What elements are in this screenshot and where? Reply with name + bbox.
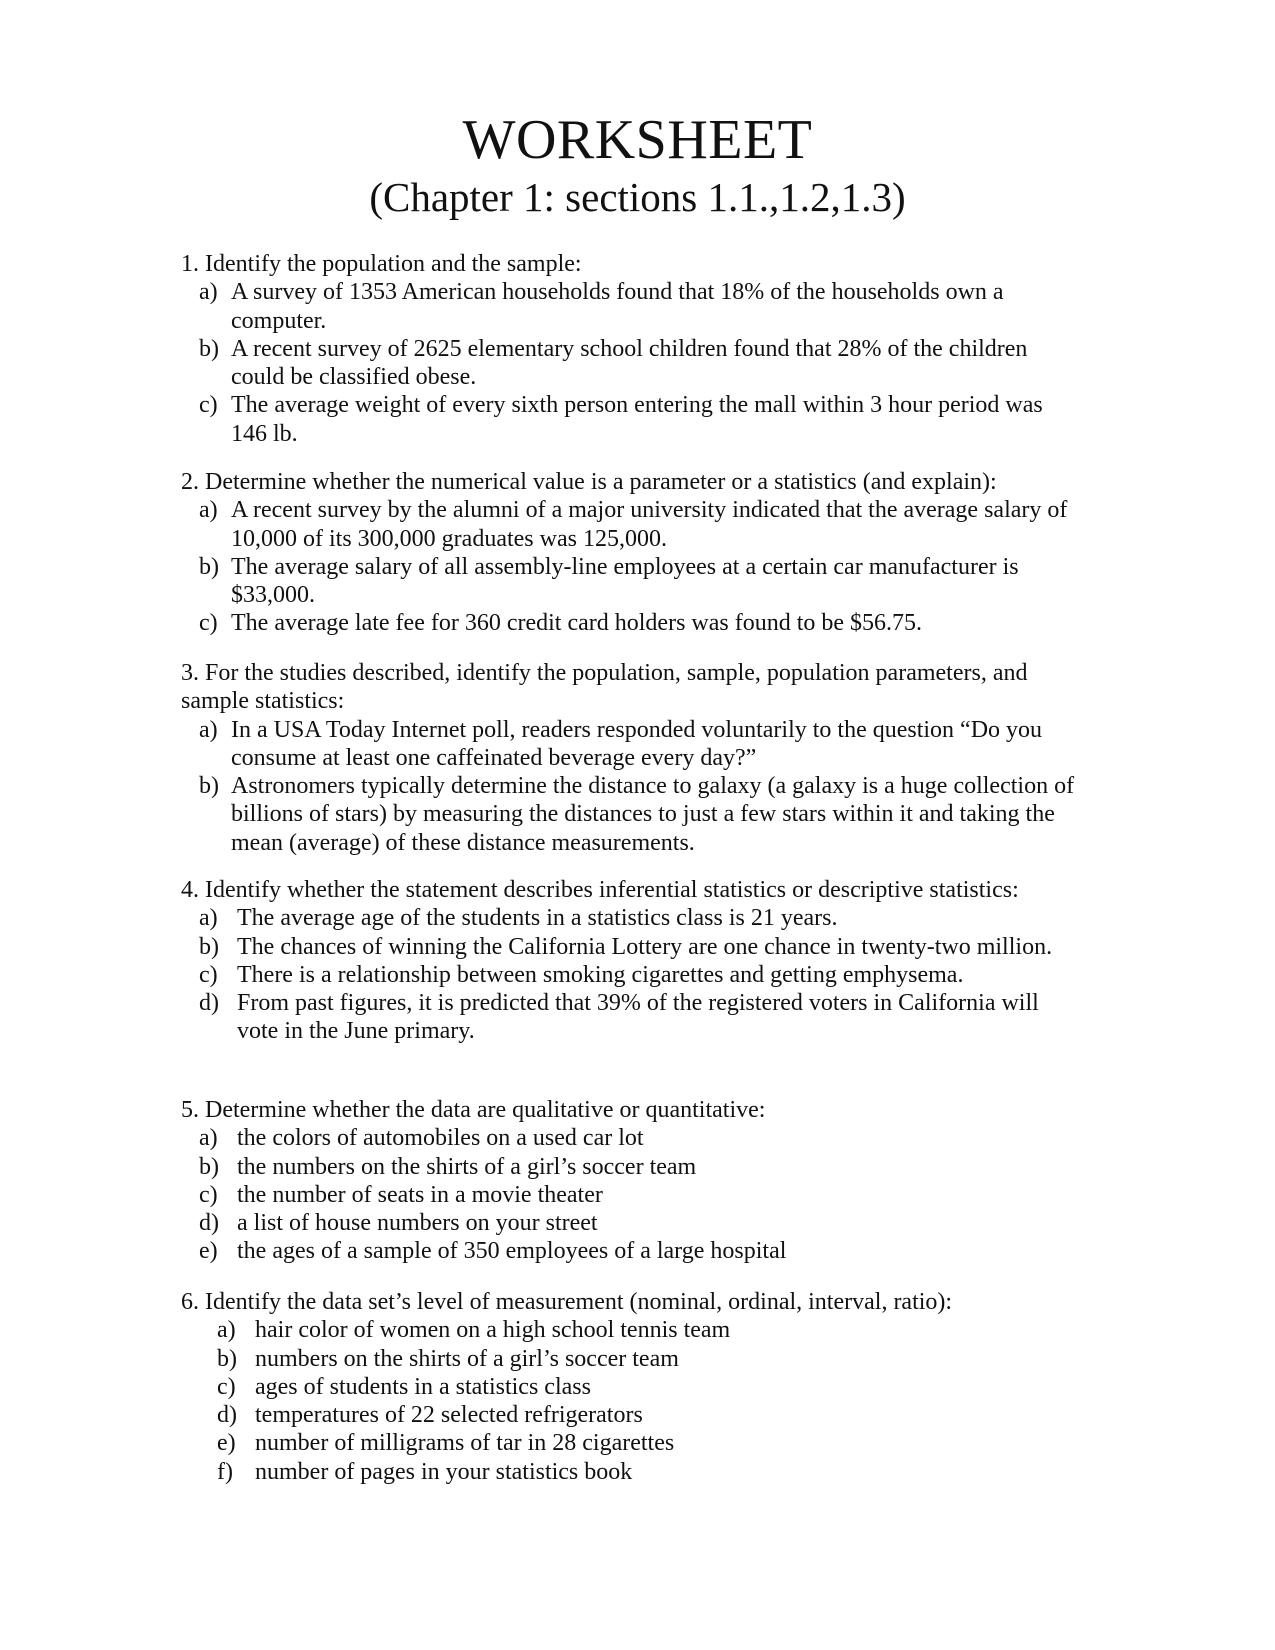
item-text: In a USA Today Internet poll, readers responded voluntarily to the question “Do you consume at least one caffeinated beverage every day?” (231, 716, 1043, 771)
item-text: From past figures, it is predicted that 39% of the registered voters in California will vote in the June primary. (237, 990, 1039, 1045)
item-label: e) (217, 1430, 236, 1457)
question-6 (181, 1288, 1081, 1486)
item-label: a) (199, 716, 218, 743)
item-label: b) (199, 773, 219, 800)
question-prompt: 2. Determine whether the numerical value is a parameter or a statistics (and explain): (181, 469, 997, 495)
question-items (181, 716, 1081, 857)
item-text: A recent survey of 2625 elementary school children found that 28% of the children could be classified obese. (231, 335, 1028, 391)
item-label: c) (217, 1373, 236, 1400)
item-label: b) (199, 553, 219, 580)
item-label: b) (199, 335, 219, 362)
item-label: a) (199, 497, 218, 524)
item-text: the numbers on the shirts of a girl’s soccer team (237, 1153, 697, 1180)
list-item (181, 1345, 1081, 1373)
item-label: d) (217, 1402, 237, 1429)
question-2 (181, 468, 1081, 638)
question-items (181, 278, 1081, 448)
question-prompt: 4. Identify whether the statement describes inferential statistics or descriptive statistics: (181, 877, 1019, 903)
list-item (181, 609, 1081, 637)
item-label: e) (199, 1238, 218, 1265)
item-text: a list of house numbers on your street (237, 1210, 598, 1237)
list-item (181, 772, 1081, 857)
list-item (181, 1373, 1081, 1401)
item-text: Astronomers typically determine the distance to galaxy (a galaxy is a huge collection of billions of stars) by measuring the distances to just a few stars within it and taking the mean (average) of these distance measurements. (231, 773, 1075, 856)
list-item (181, 553, 1081, 610)
item-text: number of pages in your statistics book (255, 1458, 633, 1485)
item-text: the colors of automobiles on a used car lot (237, 1125, 644, 1152)
list-item (181, 1124, 1081, 1152)
question-prompt: 1. Identify the population and the sample: (181, 251, 582, 277)
question-prompt: 5. Determine whether the data are qualitative or quantitative: (181, 1097, 766, 1123)
item-label: b) (199, 933, 219, 960)
item-text: the ages of a sample of 350 employees of a large hospital (237, 1238, 787, 1265)
question-5 (181, 1096, 1081, 1266)
list-item (181, 1153, 1081, 1181)
list-item (181, 1316, 1081, 1344)
item-text: A recent survey by the alumni of a major university indicated that the average salary of 10,000 of its 300,000 graduates was 125,000. (231, 497, 1068, 552)
item-text: ages of students in a statistics class (255, 1373, 591, 1400)
list-item (181, 1401, 1081, 1429)
page-title: WORKSHEET (462, 109, 813, 171)
question-1 (181, 250, 1081, 448)
item-text: hair color of women on a high school tennis team (255, 1317, 731, 1344)
question-prompt: 6. Identify the data set’s level of measurement (nominal, ordinal, interval, ratio): (181, 1289, 953, 1315)
item-text: The average age of the students in a statistics class is 21 years. (237, 905, 838, 932)
item-label: b) (199, 1153, 219, 1180)
list-item (181, 1209, 1081, 1237)
item-label: c) (199, 1181, 218, 1208)
list-item (181, 335, 1081, 392)
list-item (181, 278, 1081, 335)
list-item (181, 933, 1081, 961)
item-text: There is a relationship between smoking cigarettes and getting emphysema. (237, 961, 964, 988)
item-label: f) (217, 1458, 233, 1485)
item-label: c) (199, 392, 218, 419)
list-item (181, 904, 1081, 932)
list-item (181, 1458, 1081, 1486)
item-text: The average salary of all assembly-line employees at a certain car manufacturer is $33,000. (231, 553, 1019, 609)
list-item (181, 961, 1081, 989)
list-item (181, 1237, 1081, 1265)
list-item (181, 716, 1081, 773)
item-text: The average late fee for 360 credit card holders was found to be $56.75. (231, 610, 923, 637)
item-label: a) (199, 279, 218, 306)
list-item (181, 1181, 1081, 1209)
item-label: a) (199, 1125, 218, 1152)
item-label: c) (199, 961, 218, 988)
item-label: a) (217, 1317, 236, 1344)
question-4 (181, 876, 1081, 1046)
item-text: temperatures of 22 selected refrigerators (255, 1402, 643, 1429)
question-3 (181, 659, 1081, 857)
item-text: number of milligrams of tar in 28 cigarettes (255, 1430, 675, 1457)
list-item (181, 1429, 1081, 1457)
question-items (181, 1124, 1081, 1265)
item-label: d) (199, 990, 219, 1017)
question-prompt: 3. For the studies described, identify the population, sample, population parameters, and sample statistics: (181, 660, 1028, 715)
item-text: The chances of winning the California Lottery are one chance in twenty-two million. (237, 933, 1053, 960)
list-item (181, 496, 1081, 553)
item-text: numbers on the shirts of a girl’s soccer team (255, 1345, 679, 1372)
item-label: c) (199, 610, 218, 637)
item-text: The average weight of every sixth person entering the mall within 3 hour period was 146 lb. (231, 392, 1043, 447)
question-items (181, 496, 1081, 637)
question-items (181, 1316, 1081, 1486)
page-subtitle: (Chapter 1: sections 1.1.,1.2,1.3) (369, 174, 906, 220)
item-text: the number of seats in a movie theater (237, 1181, 603, 1208)
item-text: A survey of 1353 American households found that 18% of the households own a computer. (231, 279, 1004, 334)
question-items (181, 904, 1081, 1045)
list-item (181, 989, 1081, 1046)
item-label: a) (199, 905, 218, 932)
item-label: b) (217, 1345, 237, 1372)
list-item (181, 391, 1081, 448)
item-label: d) (199, 1210, 219, 1237)
